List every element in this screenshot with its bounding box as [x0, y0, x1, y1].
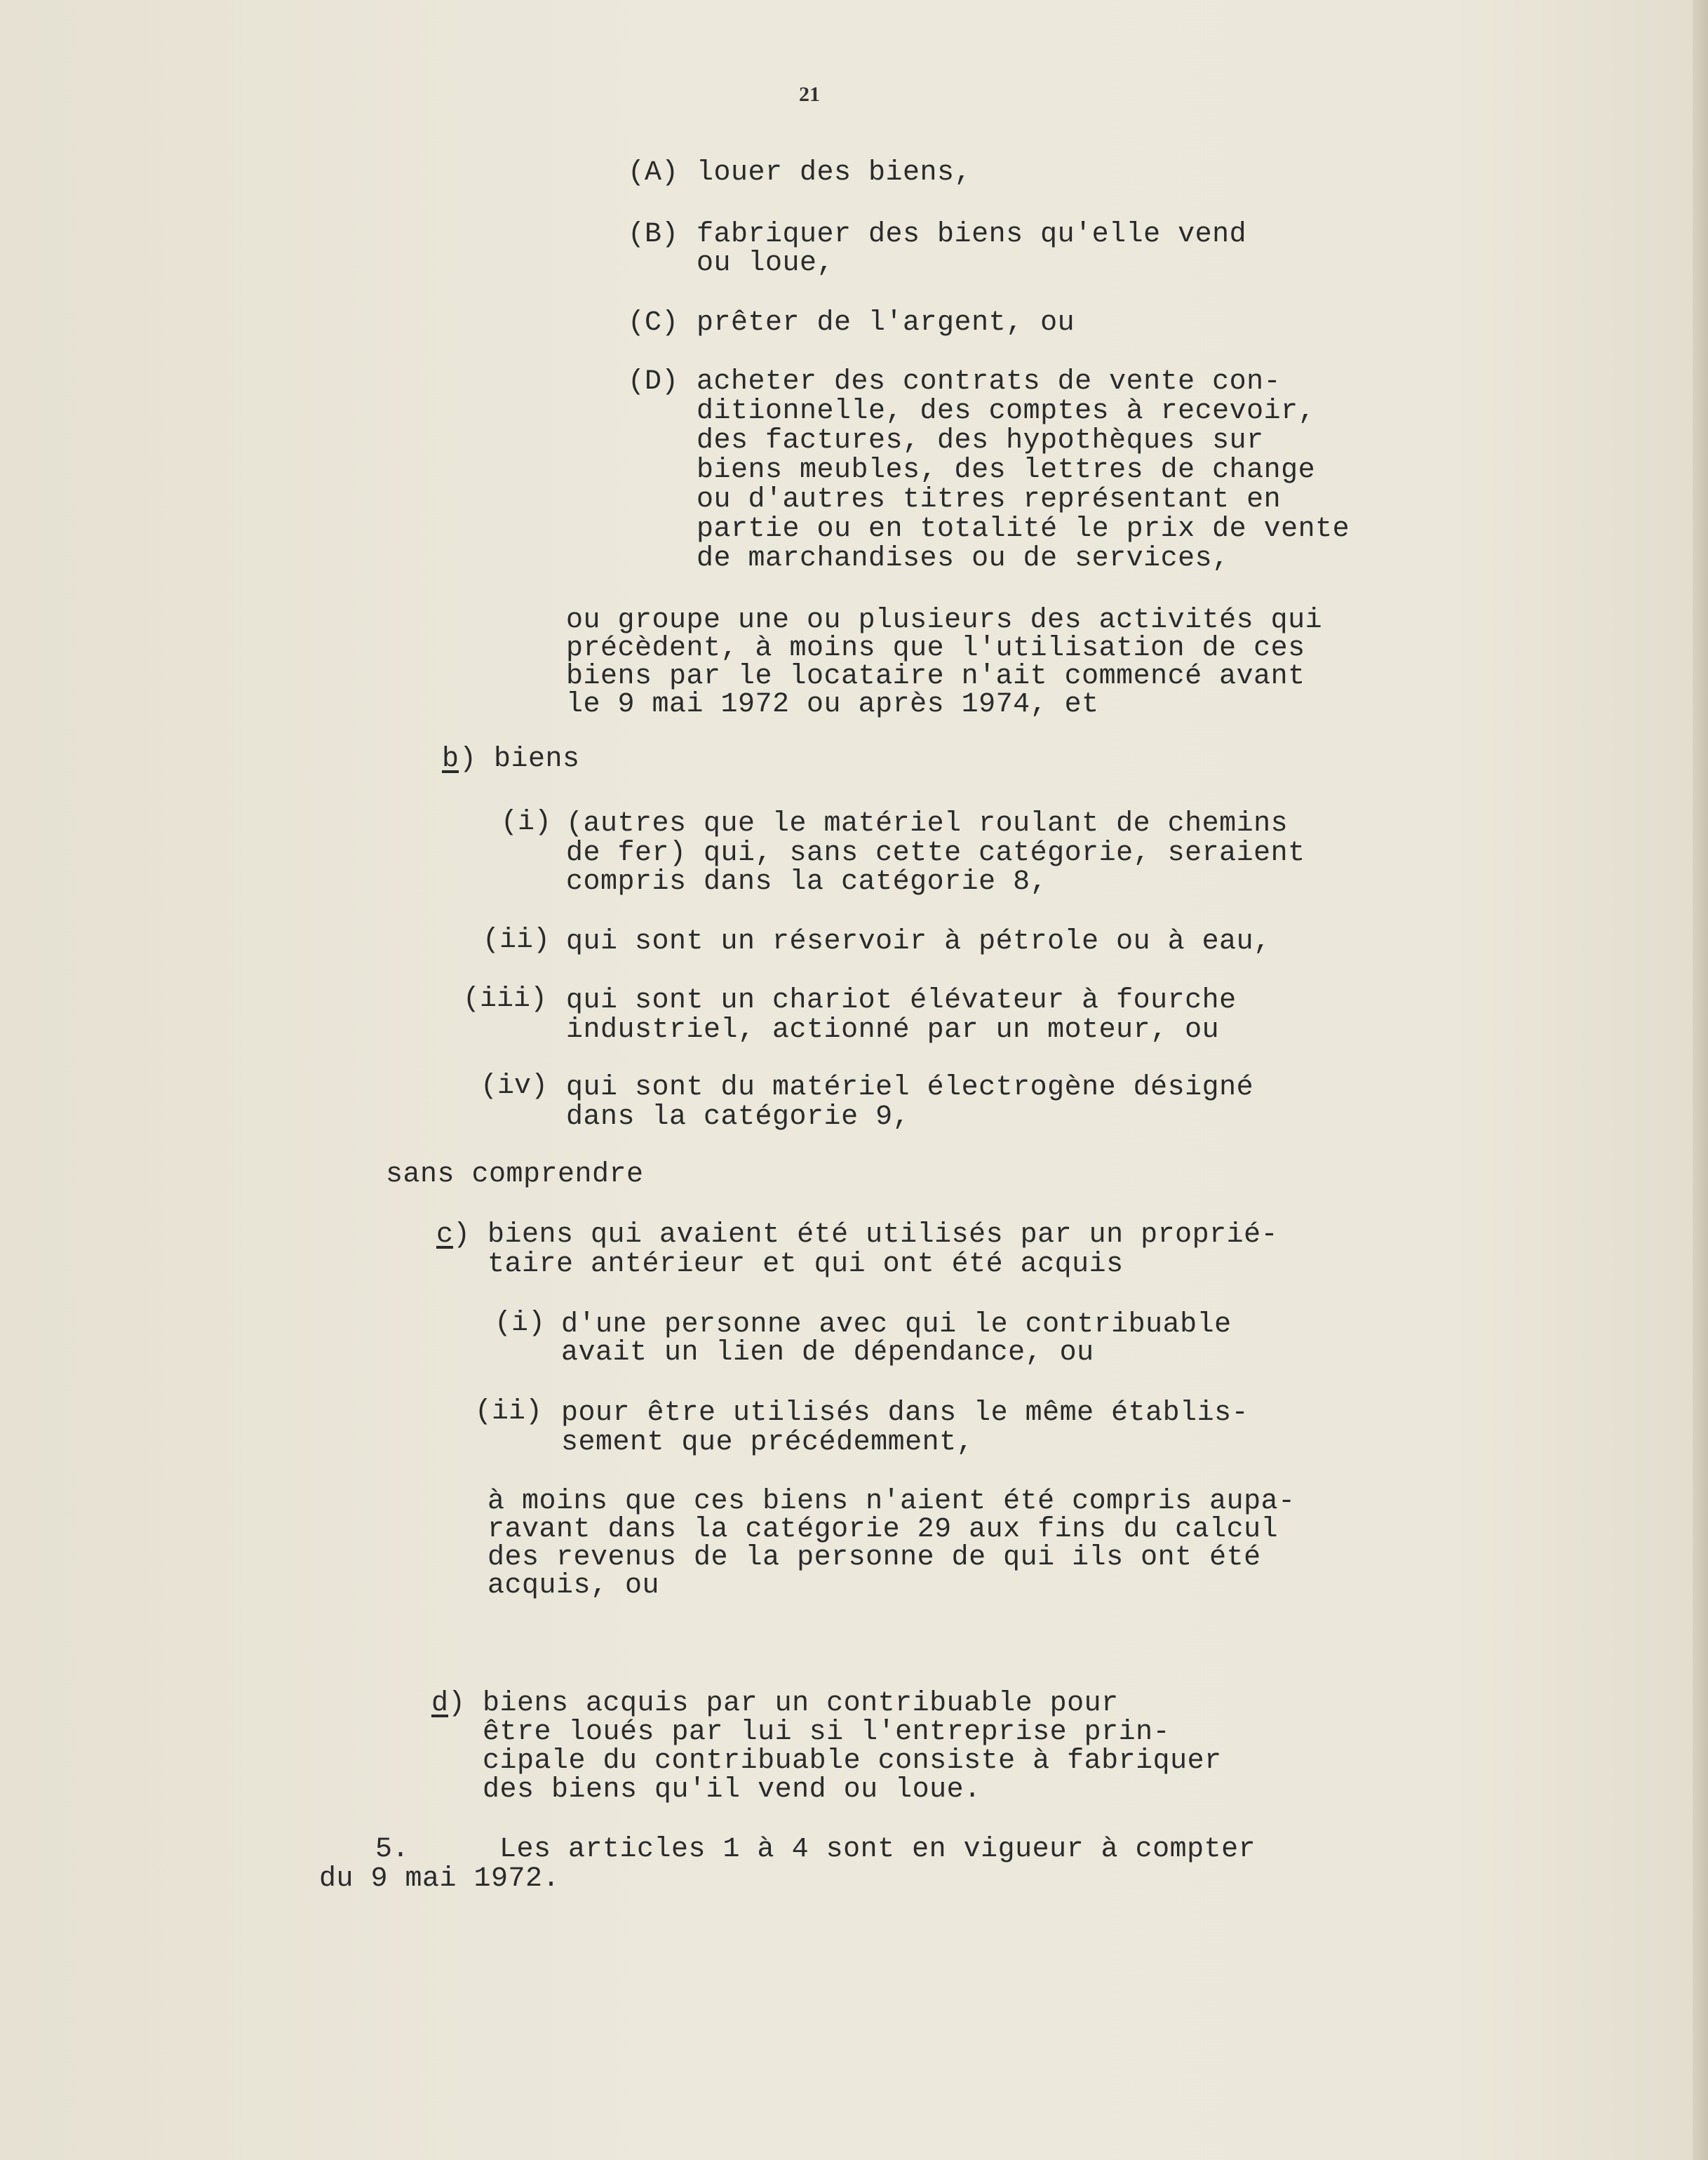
item-b-letter: b	[442, 744, 459, 775]
item-d-line: acheter des contrats de vente con-	[697, 366, 1282, 398]
b-i-line: (autres que le matériel roulant de chemins	[566, 808, 1289, 840]
b-ii-label: (ii)	[483, 925, 551, 956]
b-iii-label: (iii)	[463, 984, 548, 1015]
c-i-line: avait un lien de dépendance, ou	[561, 1337, 1094, 1369]
item-d-text: ) biens acquis par un contribuable pour	[448, 1688, 1119, 1719]
b-i-line: de fer) qui, sans cette catégorie, seraient	[566, 838, 1305, 869]
c-ii-label: (ii)	[475, 1396, 543, 1428]
item-b-line: fabriquer des biens qu'elle vend	[697, 219, 1247, 250]
item-c-label: (C)	[628, 307, 679, 339]
b-iv-label: (iv)	[480, 1071, 549, 1102]
item-d-line: des factures, des hypothèques sur	[697, 425, 1264, 457]
amoins-line: acquis, ou	[487, 1570, 660, 1602]
item-a-label: (A)	[628, 157, 679, 189]
article-5-line: du 9 mai 1972.	[319, 1863, 560, 1895]
item-d-text: cipale du contribuable consiste à fabriquer	[448, 1745, 1222, 1777]
item-d-line: partie ou en totalité le prix de vente	[697, 514, 1350, 545]
groupe-line: précèdent, à moins que l'utilisation de ces	[566, 633, 1305, 664]
amoins-line: à moins que ces biens n'aient été compris aupa-	[487, 1486, 1296, 1517]
item-d-text: des biens qu'il vend ou loue.	[448, 1774, 981, 1806]
c-i-label: (i)	[495, 1308, 546, 1339]
article-5-line: Les articles 1 à 4 sont en vigueur à compter	[499, 1834, 1256, 1865]
item-d-letter: d	[431, 1688, 449, 1719]
item-d-line: biens meubles, des lettres de change	[697, 455, 1316, 486]
item-c-text: taire antérieur et qui ont été acquis	[453, 1249, 1124, 1280]
amoins-line: ravant dans la catégorie 29 aux fins du calcul	[487, 1514, 1279, 1545]
item-d-text: être loués par lui si l'entreprise prin-	[448, 1717, 1171, 1748]
b-i-label: (i)	[501, 807, 552, 838]
item-a-line: louer des biens,	[697, 157, 972, 189]
item-b-text: ) biens	[459, 744, 580, 775]
item-c-text: ) biens qui avaient été utilisés par un proprié-	[453, 1219, 1279, 1251]
page-edge-shadow	[1693, 0, 1708, 2160]
c-ii-line: pour être utilisés dans le même établis-	[561, 1397, 1249, 1429]
amoins-line: des revenus de la personne de qui ils ont été	[487, 1542, 1261, 1574]
item-d-line: ditionnelle, des comptes à recevoir,	[697, 396, 1316, 427]
b-ii-line: qui sont un réservoir à pétrole ou à eau,	[566, 926, 1271, 958]
item-d-line: de marchandises ou de services,	[697, 543, 1230, 575]
item-b-label: (B)	[628, 219, 679, 250]
groupe-line: biens par le locataire n'ait commencé avant	[566, 661, 1305, 692]
item-d-label: (D)	[628, 366, 679, 398]
item-d-line: ou d'autres titres représentant en	[697, 484, 1282, 516]
b-iv-line: dans la catégorie 9,	[566, 1101, 910, 1133]
c-ii-line: sement que précédemment,	[561, 1427, 974, 1458]
item-b-line: ou loue,	[697, 248, 835, 279]
b-iv-line: qui sont du matériel électrogène désigné	[566, 1072, 1254, 1104]
groupe-line: le 9 mai 1972 ou après 1974, et	[566, 689, 1099, 720]
item-c-line: prêter de l'argent, ou	[697, 307, 1075, 339]
item-c-letter: c	[436, 1219, 454, 1251]
page-number: 21	[799, 83, 820, 106]
article-5-number: 5.	[375, 1834, 410, 1865]
groupe-line: ou groupe une ou plusieurs des activités qui	[566, 605, 1323, 636]
c-i-line: d'une personne avec qui le contribuable	[561, 1309, 1232, 1341]
b-i-line: compris dans la catégorie 8,	[566, 866, 1048, 898]
b-iii-line: qui sont un chariot élévateur à fourche	[566, 985, 1237, 1017]
b-iii-line: industriel, actionné par un moteur, ou	[566, 1014, 1220, 1046]
sans-comprendre: sans comprendre	[386, 1159, 644, 1190]
